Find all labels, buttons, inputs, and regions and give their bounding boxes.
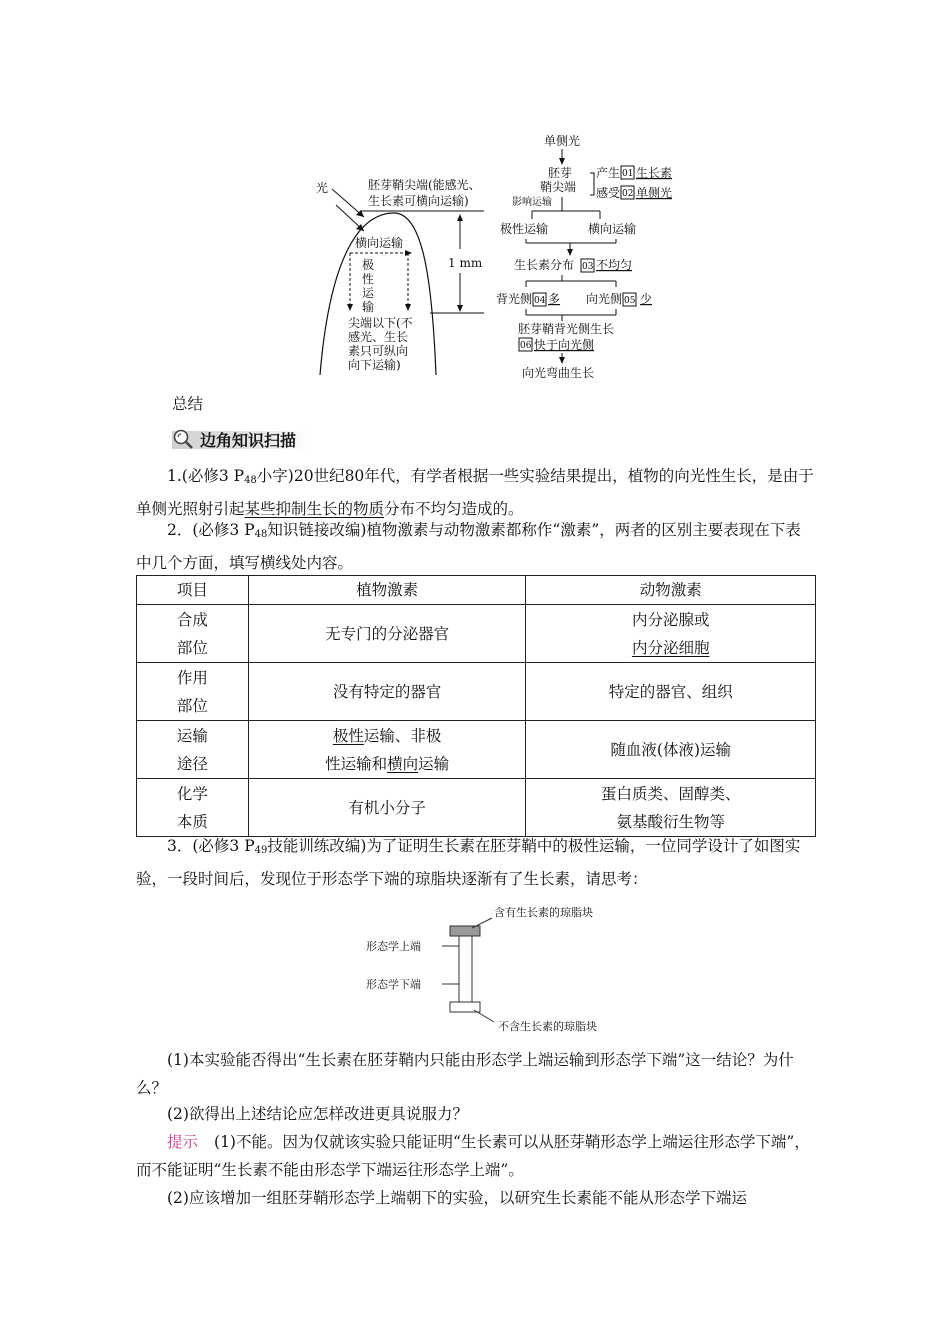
below-desc-line4: 向下运输) bbox=[348, 358, 401, 372]
upper-end-label: 形态学上端 bbox=[366, 940, 421, 953]
flow-coleo-2: 鞘尖端 bbox=[540, 180, 577, 194]
flow-more: 多 bbox=[548, 292, 561, 306]
scale-label: 1 mm bbox=[448, 256, 483, 270]
row-animal: 特定的器官、组织 bbox=[526, 663, 816, 721]
p1-text-b: 小字)20世纪80年代，有学者根据一些实验结果提出，植物的向光性生长，是由于单侧光照射引起 bbox=[136, 467, 814, 518]
flow-lateral: 横向运输 bbox=[588, 222, 637, 236]
flow-produce: 产生 bbox=[596, 166, 621, 180]
flow-affect: 影响运输 bbox=[512, 197, 552, 208]
polar-char-2: 性 bbox=[362, 272, 375, 286]
agar-block-top bbox=[450, 926, 480, 936]
section-title: 边角知识扫描 bbox=[200, 430, 297, 450]
flow-less: 少 bbox=[640, 292, 653, 306]
polar-char-1: 极 bbox=[362, 258, 375, 272]
lateral-transport-label: 横向运输 bbox=[355, 236, 404, 250]
polar-char-3: 运 bbox=[362, 286, 375, 300]
below-desc-line3: 素只可纵向 bbox=[348, 344, 409, 358]
below-desc-line2: 感光、生长 bbox=[348, 330, 409, 344]
p3-text-b: 技能训练改编)为了证明生长素在胚芽鞘中的极性运输，一位同学设计了如图实验，一段时间后，发现位于形态学下端的琼脂块逐渐有了生长素，请思考： bbox=[136, 837, 801, 888]
flow-auxin: 生长素 bbox=[636, 166, 673, 180]
header-animal: 动物激素 bbox=[526, 576, 816, 605]
question-1: (1)本实验能否得出“生长素在胚芽鞘内只能由形态学上端运输到形态学下端”这一结论？为什么？ bbox=[136, 1051, 794, 1097]
flow-uneven: 不均匀 bbox=[596, 258, 633, 272]
flow-back: 背光侧 bbox=[496, 292, 533, 306]
below-desc-line1: 尖端以下(不 bbox=[348, 316, 413, 330]
flow-distribution: 生长素分布 bbox=[514, 258, 575, 272]
p2-text-b: 知识链接改编)植物激素与动物激素都称作“激素”，两者的区别主要表现在下表中几个方面，填写横线处内容。 bbox=[136, 521, 801, 572]
row-plant: 有机小分子 bbox=[248, 779, 526, 837]
p1-page-sub: 48 bbox=[244, 475, 257, 486]
row-plant: 没有特定的器官 bbox=[248, 663, 526, 721]
badge-04: 04 bbox=[534, 296, 546, 306]
flow-light: 单侧光 bbox=[544, 134, 581, 148]
flow-front: 向光侧 bbox=[586, 292, 623, 306]
tip-desc-line1: 胚芽鞘尖端(能感光、 bbox=[368, 178, 481, 192]
flow-sense: 感受 bbox=[596, 186, 621, 200]
p1-text-c: 分布不均匀造成的。 bbox=[384, 500, 524, 518]
hint-label: 提示 bbox=[167, 1133, 199, 1151]
top-block-label: 含有生长素的琼脂块 bbox=[494, 906, 593, 919]
magnifier-icon bbox=[172, 428, 194, 450]
row-item: 化学 本质 bbox=[137, 779, 249, 837]
row-plant: 极性运输、非极 性运输和横向运输 bbox=[248, 721, 526, 779]
badge-05: 05 bbox=[624, 296, 636, 306]
tip-desc-line2: 生长素可横向运输) bbox=[368, 194, 469, 208]
row-animal: 随血液(体液)运输 bbox=[526, 721, 816, 779]
badge-02: 02 bbox=[622, 189, 634, 199]
row-animal: 内分泌腺或 内分泌细胞 bbox=[526, 605, 816, 663]
section-header bbox=[172, 427, 296, 451]
table-row bbox=[137, 663, 816, 721]
p1-text-a: 1.(必修3 P bbox=[167, 467, 245, 485]
coleoptile-diagram bbox=[300, 125, 700, 385]
answer-1-text: (1)不能。因为仅就该实验只能证明“生长素可以从胚芽鞘形态学上端运往形态学下端”，而不能证明“生长素不能由形态学下端运往形态学上端”。 bbox=[136, 1133, 810, 1179]
table-row bbox=[137, 779, 816, 837]
row-item: 作用 部位 bbox=[137, 663, 249, 721]
hormone-comparison-table bbox=[136, 575, 816, 837]
answer-2: (2)应该增加一组胚芽鞘形态学上端朝下的实验，以研究生长素能不能从形态学下端运 bbox=[167, 1189, 747, 1207]
flow-coleo-1: 胚芽 bbox=[548, 166, 573, 180]
paragraph-1 bbox=[136, 462, 816, 523]
lower-end-label: 形态学下端 bbox=[366, 978, 421, 991]
flow-polar: 极性运输 bbox=[500, 222, 549, 236]
header-item: 项目 bbox=[137, 576, 249, 605]
flow-unilateral: 单侧光 bbox=[636, 186, 673, 200]
bottom-block-label: 不含生长素的琼脂块 bbox=[498, 1020, 597, 1033]
header-plant: 植物激素 bbox=[248, 576, 526, 605]
badge-06: 06 bbox=[520, 341, 532, 351]
coleoptile-segment bbox=[459, 936, 472, 1002]
p3-page-sub: 49 bbox=[254, 845, 268, 856]
p3-text-a: 3．(必修3 P bbox=[167, 837, 255, 855]
flow-bend: 向光弯曲生长 bbox=[522, 366, 595, 380]
paragraph-2 bbox=[136, 516, 816, 577]
row-item: 运输 途径 bbox=[137, 721, 249, 779]
badge-03: 03 bbox=[582, 262, 594, 272]
p2-page-sub: 48 bbox=[254, 529, 268, 540]
paragraph-3 bbox=[136, 832, 816, 893]
flow-growth: 胚芽鞘背光侧生长 bbox=[518, 322, 615, 336]
row-animal: 蛋白质类、固醇类、 氨基酸衍生物等 bbox=[526, 779, 816, 837]
p2-text-a: 2．(必修3 P bbox=[167, 521, 255, 539]
table-header-row bbox=[137, 576, 816, 605]
row-item: 合成 部位 bbox=[137, 605, 249, 663]
badge-01: 01 bbox=[622, 169, 634, 179]
p1-answer: 某些抑制生长的物质 bbox=[244, 500, 385, 518]
agar-experiment-diagram bbox=[360, 898, 630, 1036]
polar-char-4: 输 bbox=[362, 300, 375, 314]
light-label: 光 bbox=[316, 181, 329, 195]
answer-1 bbox=[136, 1128, 816, 1184]
question-2: (2)欲得出上述结论应怎样改进更具说服力？ bbox=[167, 1105, 468, 1123]
flow-faster: 快于向光侧 bbox=[534, 338, 595, 352]
table-row bbox=[137, 721, 816, 779]
table-row bbox=[137, 605, 816, 663]
summary-label: 总结 bbox=[172, 395, 204, 413]
row-plant: 无专门的分泌器官 bbox=[248, 605, 526, 663]
